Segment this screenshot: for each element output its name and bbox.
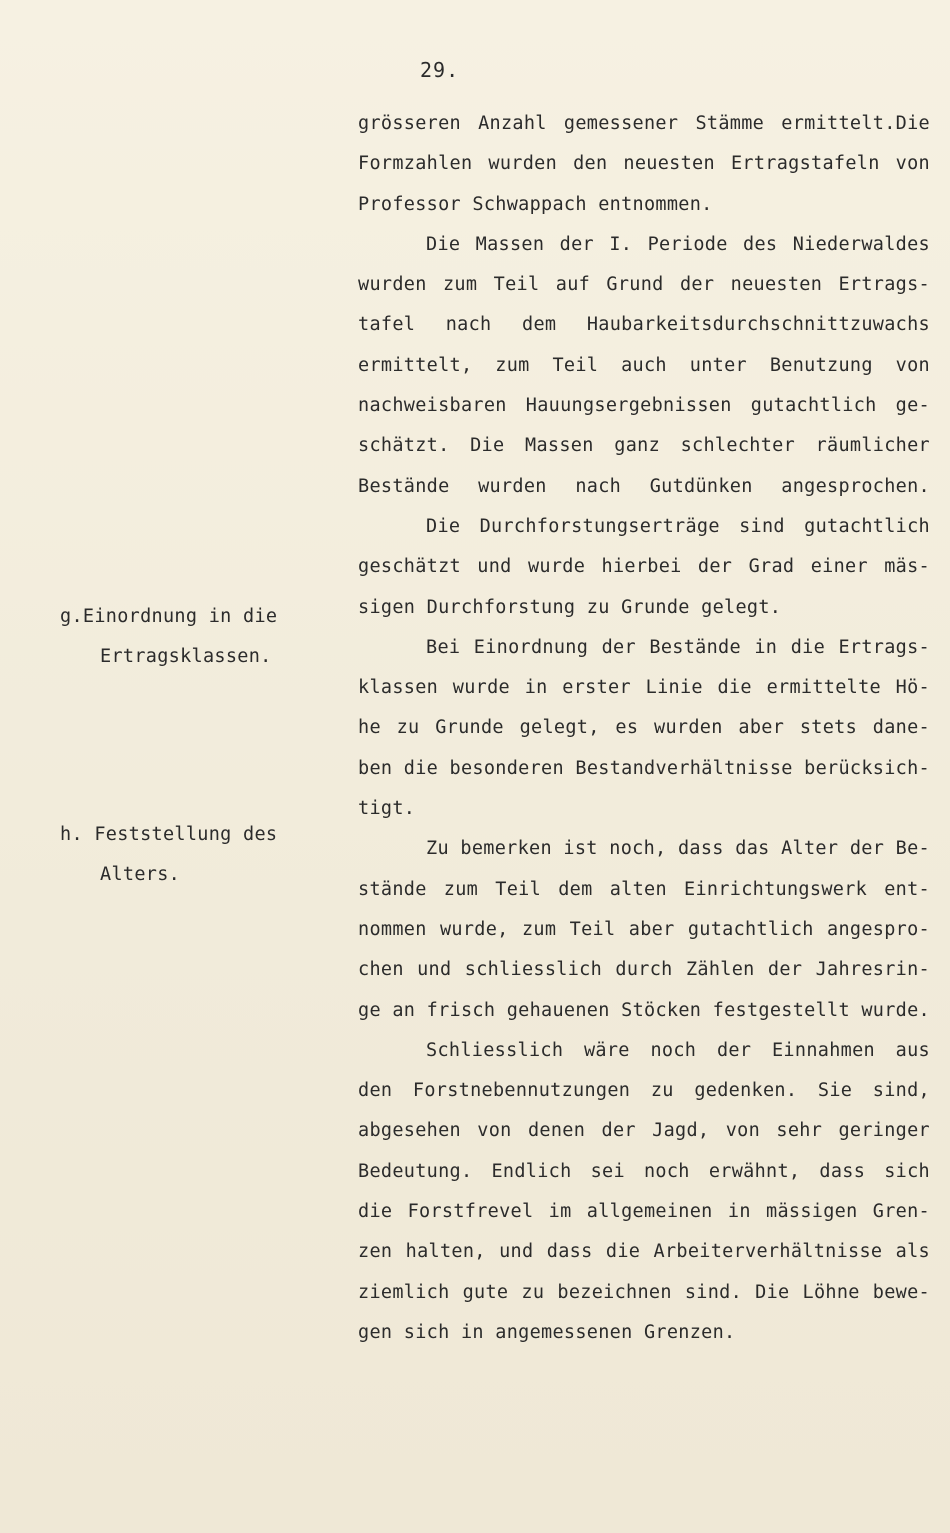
text-line: Formzahlen wurden den neuesten Ertragstafeln von — [358, 153, 930, 175]
margin-note-line: h. Feststellung des — [60, 824, 278, 845]
margin-note-line: g.Einordnung in die — [60, 606, 278, 627]
margin-note-line: Ertragsklassen. — [100, 646, 272, 667]
text-line: stände zum Teil dem alten Einrichtungswerk ent- — [358, 878, 930, 900]
text-line: ziemlich gute zu bezeichnen sind. Die Löhne bewe- — [358, 1281, 930, 1303]
text-line: chen und schliesslich durch Zählen der Jahresrin- — [358, 959, 930, 981]
text-line: ermittelt, zum Teil auch unter Benutzung von — [358, 354, 930, 376]
text-line: nachweisbaren Hauungsergebnissen gutachtlich ge- — [358, 395, 930, 417]
text-line: tigt. — [358, 798, 416, 820]
text-line: die Forstfrevel im allgemeinen in mässigen Gren- — [358, 1201, 930, 1223]
text-line: sigen Durchforstung zu Grunde gelegt. — [358, 596, 782, 618]
text-line: klassen wurde in erster Linie die ermittelte Hö- — [358, 677, 930, 699]
text-line: nommen wurde, zum Teil aber gutachtlich angespro- — [358, 918, 930, 940]
body-text — [358, 104, 930, 1353]
text-line: Die Massen der I. Periode des Niederwaldes — [426, 233, 930, 255]
page-number: 29. — [420, 58, 460, 82]
text-line: Professor Schwappach entnommen. — [358, 193, 713, 215]
text-line: gen sich in angemessenen Grenzen. — [358, 1321, 736, 1343]
text-line: Bestände wurden nach Gutdünken angesprochen. — [358, 475, 930, 497]
text-line: ge an frisch gehauenen Stöcken festgestellt wurde. — [358, 999, 930, 1021]
text-line: ben die besonderen Bestandverhältnisse berücksich- — [358, 757, 930, 779]
text-line: wurden zum Teil auf Grund der neuesten Ertrags- — [358, 274, 930, 296]
text-line: schätzt. Die Massen ganz schlechter räumlicher — [358, 435, 930, 457]
text-line: den Forstnebennutzungen zu gedenken. Sie sind, — [358, 1080, 930, 1102]
text-line: tafel nach dem Haubarkeitsdurchschnittzuwachs — [358, 314, 930, 336]
text-line: Bei Einordnung der Bestände in die Ertrags- — [426, 636, 930, 658]
text-line: Die Durchforstungserträge sind gutachtlich — [426, 515, 930, 537]
text-line: zen halten, und dass die Arbeiterverhältnisse als — [358, 1241, 930, 1263]
margin-note-line: Alters. — [100, 864, 181, 885]
text-line: Schliesslich wäre noch der Einnahmen aus — [426, 1039, 930, 1061]
margin-note-feststellung — [60, 815, 330, 895]
text-line: he zu Grunde gelegt, es wurden aber stets dane- — [358, 717, 930, 739]
text-line: Zu bemerken ist noch, dass das Alter der Be- — [426, 838, 930, 860]
margin-note-einordnung — [60, 597, 330, 677]
text-line: geschätzt und wurde hierbei der Grad einer mäs- — [358, 556, 930, 578]
text-line: abgesehen von denen der Jagd, von sehr geringer — [358, 1120, 930, 1142]
text-line: Bedeutung. Endlich sei noch erwähnt, dass sich — [358, 1160, 930, 1182]
text-line: grösseren Anzahl gemessener Stämme ermittelt.Die — [358, 113, 930, 134]
